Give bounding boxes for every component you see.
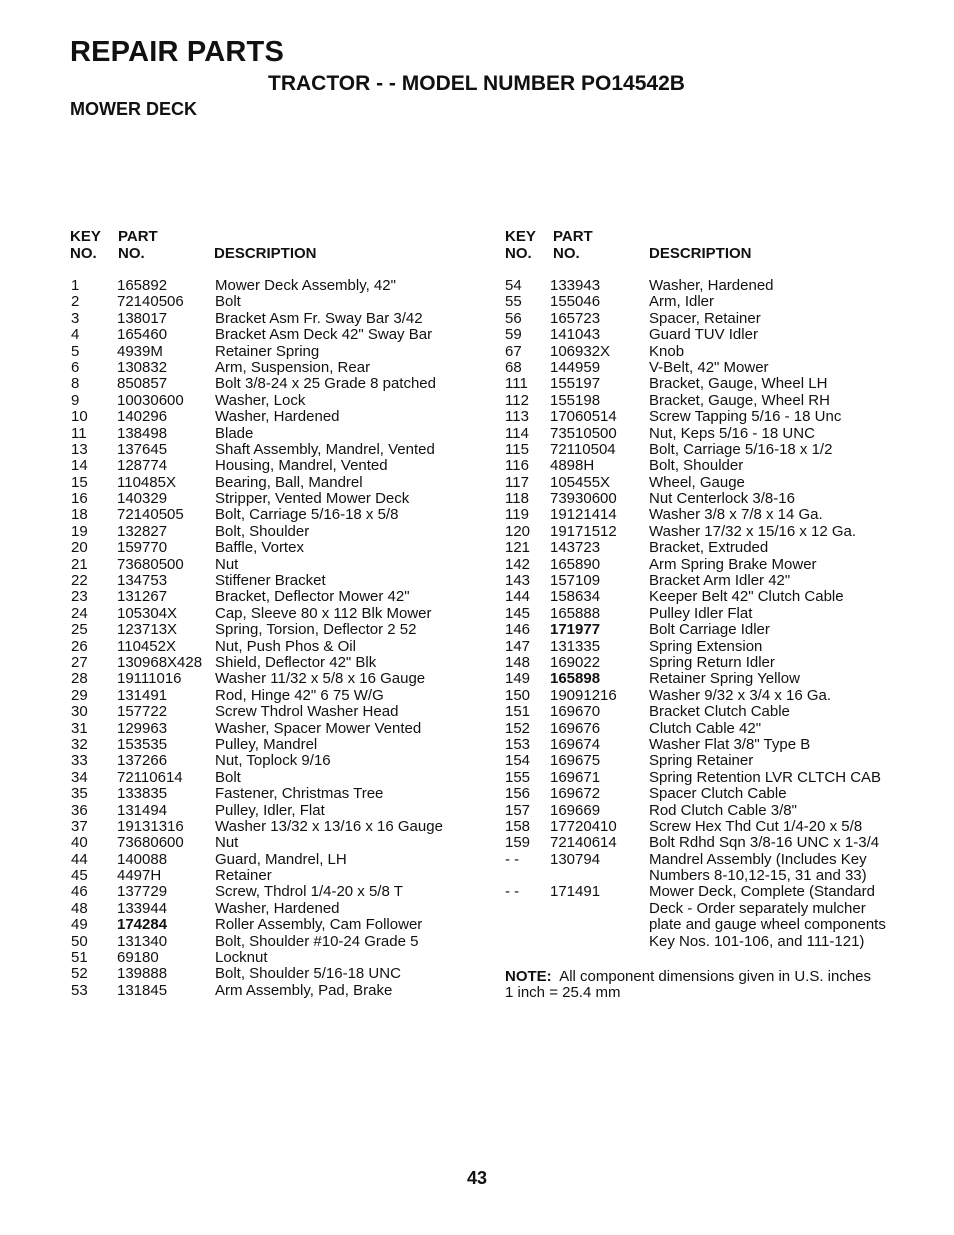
key-number: 26 <box>71 637 88 655</box>
key-number: 40 <box>71 834 88 852</box>
part-description: Washer 11/32 x 5/8 x 16 Gauge <box>215 670 426 688</box>
part-number: 72140614 <box>550 834 617 852</box>
part-number: 133943 <box>550 277 601 294</box>
part-number: 105304X <box>117 604 178 622</box>
part-description: Screw Tapping 5/16 - 18 Unc <box>649 408 842 426</box>
part-number: 131267 <box>117 588 168 606</box>
key-number: 67 <box>505 342 522 360</box>
part-number: 123713X <box>117 621 178 639</box>
part-number: 155046 <box>550 293 601 311</box>
part-description: Bearing, Ball, Mandrel <box>215 473 363 491</box>
key-number: 25 <box>71 621 88 639</box>
part-number: 169675 <box>550 752 601 770</box>
part-number: 165890 <box>550 555 601 573</box>
key-number: 142 <box>505 555 531 573</box>
key-no-header: NO. <box>70 245 97 262</box>
key-no-header: NO. <box>505 245 532 262</box>
part-description: Housing, Mandrel, Vented <box>215 457 388 475</box>
part-description: Baffle, Vortex <box>215 539 304 557</box>
part-description: Numbers 8-10,12-15, 31 and 33) <box>649 867 867 885</box>
key-number: 150 <box>505 686 531 704</box>
part-number: 132827 <box>117 522 168 540</box>
part-description: Pulley, Mandrel <box>215 735 318 753</box>
key-number: 155 <box>505 768 531 786</box>
part-number: 138498 <box>117 424 168 442</box>
key-number: 117 <box>505 473 529 491</box>
part-number: 133835 <box>117 785 168 803</box>
key-number: 146 <box>505 621 531 639</box>
part-number: 165888 <box>550 604 601 622</box>
part-number: 133944 <box>117 899 168 917</box>
part-description: Screw Hex Thd Cut 1/4-20 x 5/8 <box>649 817 863 835</box>
part-description: Washer, Hardened <box>649 277 774 294</box>
key-number: 53 <box>71 981 88 999</box>
part-number: 105455X <box>550 473 611 491</box>
key-number: 24 <box>71 604 88 622</box>
part-number: 4939M <box>117 342 163 360</box>
part-description: Bolt 3/8-24 x 25 Grade 8 patched <box>215 375 436 393</box>
part-number: 850857 <box>117 375 168 393</box>
key-number: 8 <box>71 375 80 393</box>
part-description: Spacer Clutch Cable <box>649 785 787 803</box>
part-number: 72110504 <box>550 440 616 458</box>
key-number: 4 <box>71 326 80 344</box>
part-description: Stiffener Bracket <box>215 572 326 590</box>
description-header: DESCRIPTION <box>649 245 752 262</box>
key-header: KEY <box>505 228 536 245</box>
part-number: 159770 <box>117 539 168 557</box>
key-number: 27 <box>71 653 88 671</box>
key-number: 19 <box>71 522 88 540</box>
part-description: Cap, Sleeve 80 x 112 Blk Mower <box>215 604 432 622</box>
part-number: 169676 <box>550 719 601 737</box>
part-description: Bolt, Shoulder <box>215 522 310 540</box>
part-description: Deck - Order separately mulcher <box>649 899 866 917</box>
part-number: 128774 <box>117 457 168 475</box>
page-number: 43 <box>466 1168 488 1188</box>
part-description: Washer, Hardened <box>215 899 340 917</box>
key-number: 116 <box>505 457 529 475</box>
key-number: 32 <box>71 735 88 753</box>
part-description: Mower Deck, Complete (Standard <box>649 883 875 901</box>
part-description: Bracket Arm Idler 42" <box>649 572 791 590</box>
section-title: MOWER DECK <box>70 99 197 119</box>
part-description: Bracket Clutch Cable <box>649 703 790 721</box>
part-description: Washer 13/32 x 13/16 x 16 Gauge <box>215 817 443 835</box>
key-number: 34 <box>71 768 88 786</box>
key-number: - - <box>505 850 520 868</box>
part-description: Arm, Suspension, Rear <box>215 358 371 376</box>
key-number: 59 <box>505 326 522 344</box>
key-number: 149 <box>505 670 531 688</box>
part-description: Washer 3/8 x 7/8 x 14 Ga. <box>649 506 823 524</box>
key-number: 55 <box>505 293 522 311</box>
part-description: Bolt Rdhd Sqn 3/8-16 UNC x 1-3/4 <box>649 834 880 852</box>
key-number: 29 <box>71 686 88 704</box>
part-description: Roller Assembly, Cam Follower <box>215 916 423 934</box>
part-number: 131845 <box>117 981 168 999</box>
key-number: 28 <box>71 670 88 688</box>
part-description: V-Belt, 42" Mower <box>649 358 769 376</box>
part-number: 19131316 <box>117 817 184 835</box>
key-number: 113 <box>505 408 529 426</box>
part-description: Key Nos. 101-106, and 111-121) <box>649 932 865 950</box>
part-description: Blade <box>215 424 254 442</box>
part-description: Washer, Hardened <box>215 408 340 426</box>
part-description: Screw Thdrol Washer Head <box>215 703 399 721</box>
key-number: 3 <box>71 309 80 327</box>
key-number: 115 <box>505 440 529 458</box>
key-number: 35 <box>71 785 88 803</box>
key-number: 148 <box>505 653 531 671</box>
key-number: 5 <box>71 342 80 360</box>
part-number: 137645 <box>117 440 168 458</box>
key-number: 118 <box>505 490 529 508</box>
part-number: 110452X <box>117 637 176 655</box>
part-number: 130794 <box>550 850 601 868</box>
key-number: 14 <box>71 457 88 475</box>
part-description: Washer 9/32 x 3/4 x 16 Ga. <box>649 686 832 704</box>
key-number: 36 <box>71 801 88 819</box>
key-number: 48 <box>71 899 88 917</box>
key-number: 54 <box>505 277 522 294</box>
key-number: 23 <box>71 588 88 606</box>
part-number: 157722 <box>117 703 168 721</box>
page-title: REPAIR PARTS <box>70 36 285 68</box>
part-number: 140329 <box>117 490 168 508</box>
part-number: 129963 <box>117 719 168 737</box>
part-number: 169674 <box>550 735 601 753</box>
part-description: Washer Flat 3/8" Type B <box>649 735 811 753</box>
key-number: 13 <box>71 440 88 458</box>
part-number: 141043 <box>550 326 601 344</box>
part-description: Washer 17/32 x 15/16 x 12 Ga. <box>649 522 857 540</box>
part-number: 138017 <box>117 309 168 327</box>
part-description: Spring Return Idler <box>649 653 775 671</box>
part-description: Mower Deck Assembly, 42" <box>215 277 396 294</box>
part-description: Bolt, Shoulder 5/16-18 UNC <box>215 965 401 983</box>
part-number: 157109 <box>550 572 601 590</box>
note-text: All component dimensions given in U.S. inches <box>559 968 872 985</box>
part-number: 73930600 <box>550 490 617 508</box>
part-number: 165723 <box>550 309 601 327</box>
key-number: 111 <box>505 375 528 393</box>
key-number: 121 <box>505 539 531 557</box>
part-description: Washer, Lock <box>215 391 306 409</box>
key-number: 22 <box>71 572 88 590</box>
part-header: PART <box>553 228 593 245</box>
part-number: 139888 <box>117 965 168 983</box>
key-number: 46 <box>71 883 88 901</box>
part-description: Spacer, Retainer <box>649 309 761 327</box>
key-number: 44 <box>71 850 88 868</box>
part-number: 140296 <box>117 408 168 426</box>
part-number: 140088 <box>117 850 168 868</box>
key-number: 157 <box>505 801 531 819</box>
part-number: 171977 <box>550 621 601 639</box>
part-description: Screw, Thdrol 1/4-20 x 5/8 T <box>215 883 403 901</box>
part-number: 110485X <box>117 473 176 491</box>
key-number: 52 <box>71 965 88 983</box>
part-description: Bolt, Carriage 5/16-18 x 5/8 <box>215 506 399 524</box>
part-description: Bracket, Extruded <box>649 539 769 557</box>
part-description: Rod Clutch Cable 3/8" <box>649 801 797 819</box>
part-description: Nut, Toplock 9/16 <box>215 752 331 770</box>
part-number: 73680500 <box>117 555 184 573</box>
key-number: 18 <box>71 506 88 524</box>
key-number: 51 <box>71 949 88 967</box>
part-number: 137266 <box>117 752 168 770</box>
part-description: Stripper, Vented Mower Deck <box>215 490 410 508</box>
part-description: Bracket Asm Fr. Sway Bar 3/42 <box>215 309 423 327</box>
part-description: Bolt, Shoulder #10-24 Grade 5 <box>215 932 419 950</box>
part-description: Retainer <box>215 867 272 885</box>
key-number: - - <box>505 883 520 901</box>
part-number: 19091216 <box>550 686 617 704</box>
key-number: 11 <box>71 424 87 442</box>
part-no-header: NO. <box>553 245 580 262</box>
part-description: Locknut <box>215 949 268 967</box>
key-number: 21 <box>71 555 88 573</box>
part-number: 17060514 <box>550 408 617 426</box>
part-number: 130832 <box>117 358 168 376</box>
part-description: Arm Assembly, Pad, Brake <box>215 981 393 999</box>
key-number: 30 <box>71 703 88 721</box>
part-number: 174284 <box>117 916 168 934</box>
part-description: Spring Retention LVR CLTCH CAB <box>649 768 882 786</box>
part-number: 72140505 <box>117 506 184 524</box>
key-number: 156 <box>505 785 531 803</box>
part-description: Nut <box>215 555 239 573</box>
description-header: DESCRIPTION <box>214 245 317 262</box>
part-header: PART <box>118 228 158 245</box>
key-number: 68 <box>505 358 522 376</box>
key-number: 145 <box>505 604 531 622</box>
part-description: Arm, Idler <box>649 293 715 311</box>
part-number: 171491 <box>550 883 601 901</box>
key-number: 1 <box>71 277 80 294</box>
part-number: 19171512 <box>550 522 617 540</box>
part-description: Retainer Spring <box>215 342 320 360</box>
key-number: 31 <box>71 719 88 737</box>
key-number: 143 <box>505 572 531 590</box>
key-number: 15 <box>71 473 88 491</box>
key-number: 114 <box>505 424 529 442</box>
part-description: Nut Centerlock 3/8-16 <box>649 490 795 508</box>
part-number: 155198 <box>550 391 601 409</box>
key-number: 119 <box>505 506 529 524</box>
part-number: 165892 <box>117 277 168 294</box>
key-number: 16 <box>71 490 88 508</box>
part-number: 155197 <box>550 375 601 393</box>
key-number: 20 <box>71 539 88 557</box>
part-number: 17720410 <box>550 817 617 835</box>
part-description: Nut <box>215 834 239 852</box>
part-description: Bracket, Gauge, Wheel LH <box>649 375 828 393</box>
part-description: Bracket, Gauge, Wheel RH <box>649 391 830 409</box>
part-number: 72110614 <box>117 768 183 786</box>
key-number: 154 <box>505 752 531 770</box>
part-number: 144959 <box>550 358 601 376</box>
part-description: Keeper Belt 42" Clutch Cable <box>649 588 844 606</box>
part-description: Bracket, Deflector Mower 42" <box>215 588 410 606</box>
part-description: Shaft Assembly, Mandrel, Vented <box>215 440 435 458</box>
part-description: Arm Spring Brake Mower <box>649 555 817 573</box>
key-number: 159 <box>505 834 531 852</box>
key-number: 147 <box>505 637 531 655</box>
part-description: Shield, Deflector 42" Blk <box>215 653 377 671</box>
part-number: 131494 <box>117 801 168 819</box>
key-number: 9 <box>71 391 80 409</box>
part-description: plate and gauge wheel components <box>649 916 886 934</box>
part-number: 165460 <box>117 326 168 344</box>
key-number: 120 <box>505 522 531 540</box>
part-description: Spring Extension <box>649 637 763 655</box>
key-number: 152 <box>505 719 531 737</box>
dimensions-note <box>505 969 905 1002</box>
key-number: 144 <box>505 588 531 606</box>
part-number: 69180 <box>117 949 159 967</box>
part-description: Clutch Cable 42" <box>649 719 762 737</box>
part-description: Nut, Push Phos & Oil <box>215 637 356 655</box>
part-number: 73510500 <box>550 424 617 442</box>
part-description: Pulley Idler Flat <box>649 604 753 622</box>
key-number: 45 <box>71 867 88 885</box>
note-conversion: 1 inch = 25.4 mm <box>505 984 621 1002</box>
part-number: 169671 <box>550 768 601 786</box>
part-no-header: NO. <box>118 245 145 262</box>
key-number: 6 <box>71 358 80 376</box>
part-number: 134753 <box>117 572 168 590</box>
part-description: Nut, Keps 5/16 - 18 UNC <box>649 424 815 442</box>
part-number: 19121414 <box>550 506 617 524</box>
part-description: Spring, Torsion, Deflector 2 52 <box>215 621 417 639</box>
part-number: 165898 <box>550 670 601 688</box>
part-number: 10030600 <box>117 391 184 409</box>
key-number: 2 <box>71 293 80 311</box>
part-number: 4898H <box>550 457 595 475</box>
model-subtitle: TRACTOR - - MODEL NUMBER PO14542B <box>268 72 685 95</box>
part-description: Knob <box>649 342 685 360</box>
part-description: Wheel, Gauge <box>649 473 745 491</box>
part-number: 131335 <box>550 637 601 655</box>
part-number: 131340 <box>117 932 168 950</box>
part-number: 106932X <box>550 342 611 360</box>
part-description: Pulley, Idler, Flat <box>215 801 325 819</box>
key-number: 49 <box>71 916 88 934</box>
part-description: Bolt Carriage Idler <box>649 621 770 639</box>
key-number: 153 <box>505 735 531 753</box>
part-description: Guard TUV Idler <box>649 326 758 344</box>
part-description: Bolt, Shoulder <box>649 457 744 475</box>
key-header: KEY <box>70 228 101 245</box>
part-number: 169672 <box>550 785 601 803</box>
part-description: Retainer Spring Yellow <box>649 670 800 688</box>
part-description: Bolt, Carriage 5/16-18 x 1/2 <box>649 440 833 458</box>
part-number: 130968X428 <box>117 653 203 671</box>
note-label: NOTE: <box>505 968 552 985</box>
part-description: Guard, Mandrel, LH <box>215 850 347 868</box>
part-number: 19111016 <box>117 670 182 688</box>
part-description: Bolt <box>215 293 241 311</box>
key-number: 37 <box>71 817 88 835</box>
part-number: 4497H <box>117 867 162 885</box>
part-description: Fastener, Christmas Tree <box>215 785 384 803</box>
part-description: Mandrel Assembly (Includes Key <box>649 850 867 868</box>
key-number: 112 <box>505 391 529 409</box>
key-number: 151 <box>505 703 531 721</box>
part-number: 73680600 <box>117 834 184 852</box>
part-description: Bolt <box>215 768 241 786</box>
part-number: 169669 <box>550 801 601 819</box>
part-description: Washer, Spacer Mower Vented <box>215 719 422 737</box>
key-number: 158 <box>505 817 531 835</box>
part-number: 137729 <box>117 883 168 901</box>
part-description: Bracket Asm Deck 42" Sway Bar <box>215 326 433 344</box>
part-number: 169670 <box>550 703 601 721</box>
part-number: 72140506 <box>117 293 184 311</box>
part-description: Spring Retainer <box>649 752 754 770</box>
part-description: Rod, Hinge 42" 6 75 W/G <box>215 686 384 704</box>
key-number: 33 <box>71 752 88 770</box>
key-number: 50 <box>71 932 88 950</box>
part-number: 169022 <box>550 653 601 671</box>
part-number: 143723 <box>550 539 601 557</box>
key-number: 10 <box>71 408 88 426</box>
part-number: 153535 <box>117 735 168 753</box>
part-number: 131491 <box>117 686 168 704</box>
key-number: 56 <box>505 309 522 327</box>
part-number: 158634 <box>550 588 601 606</box>
